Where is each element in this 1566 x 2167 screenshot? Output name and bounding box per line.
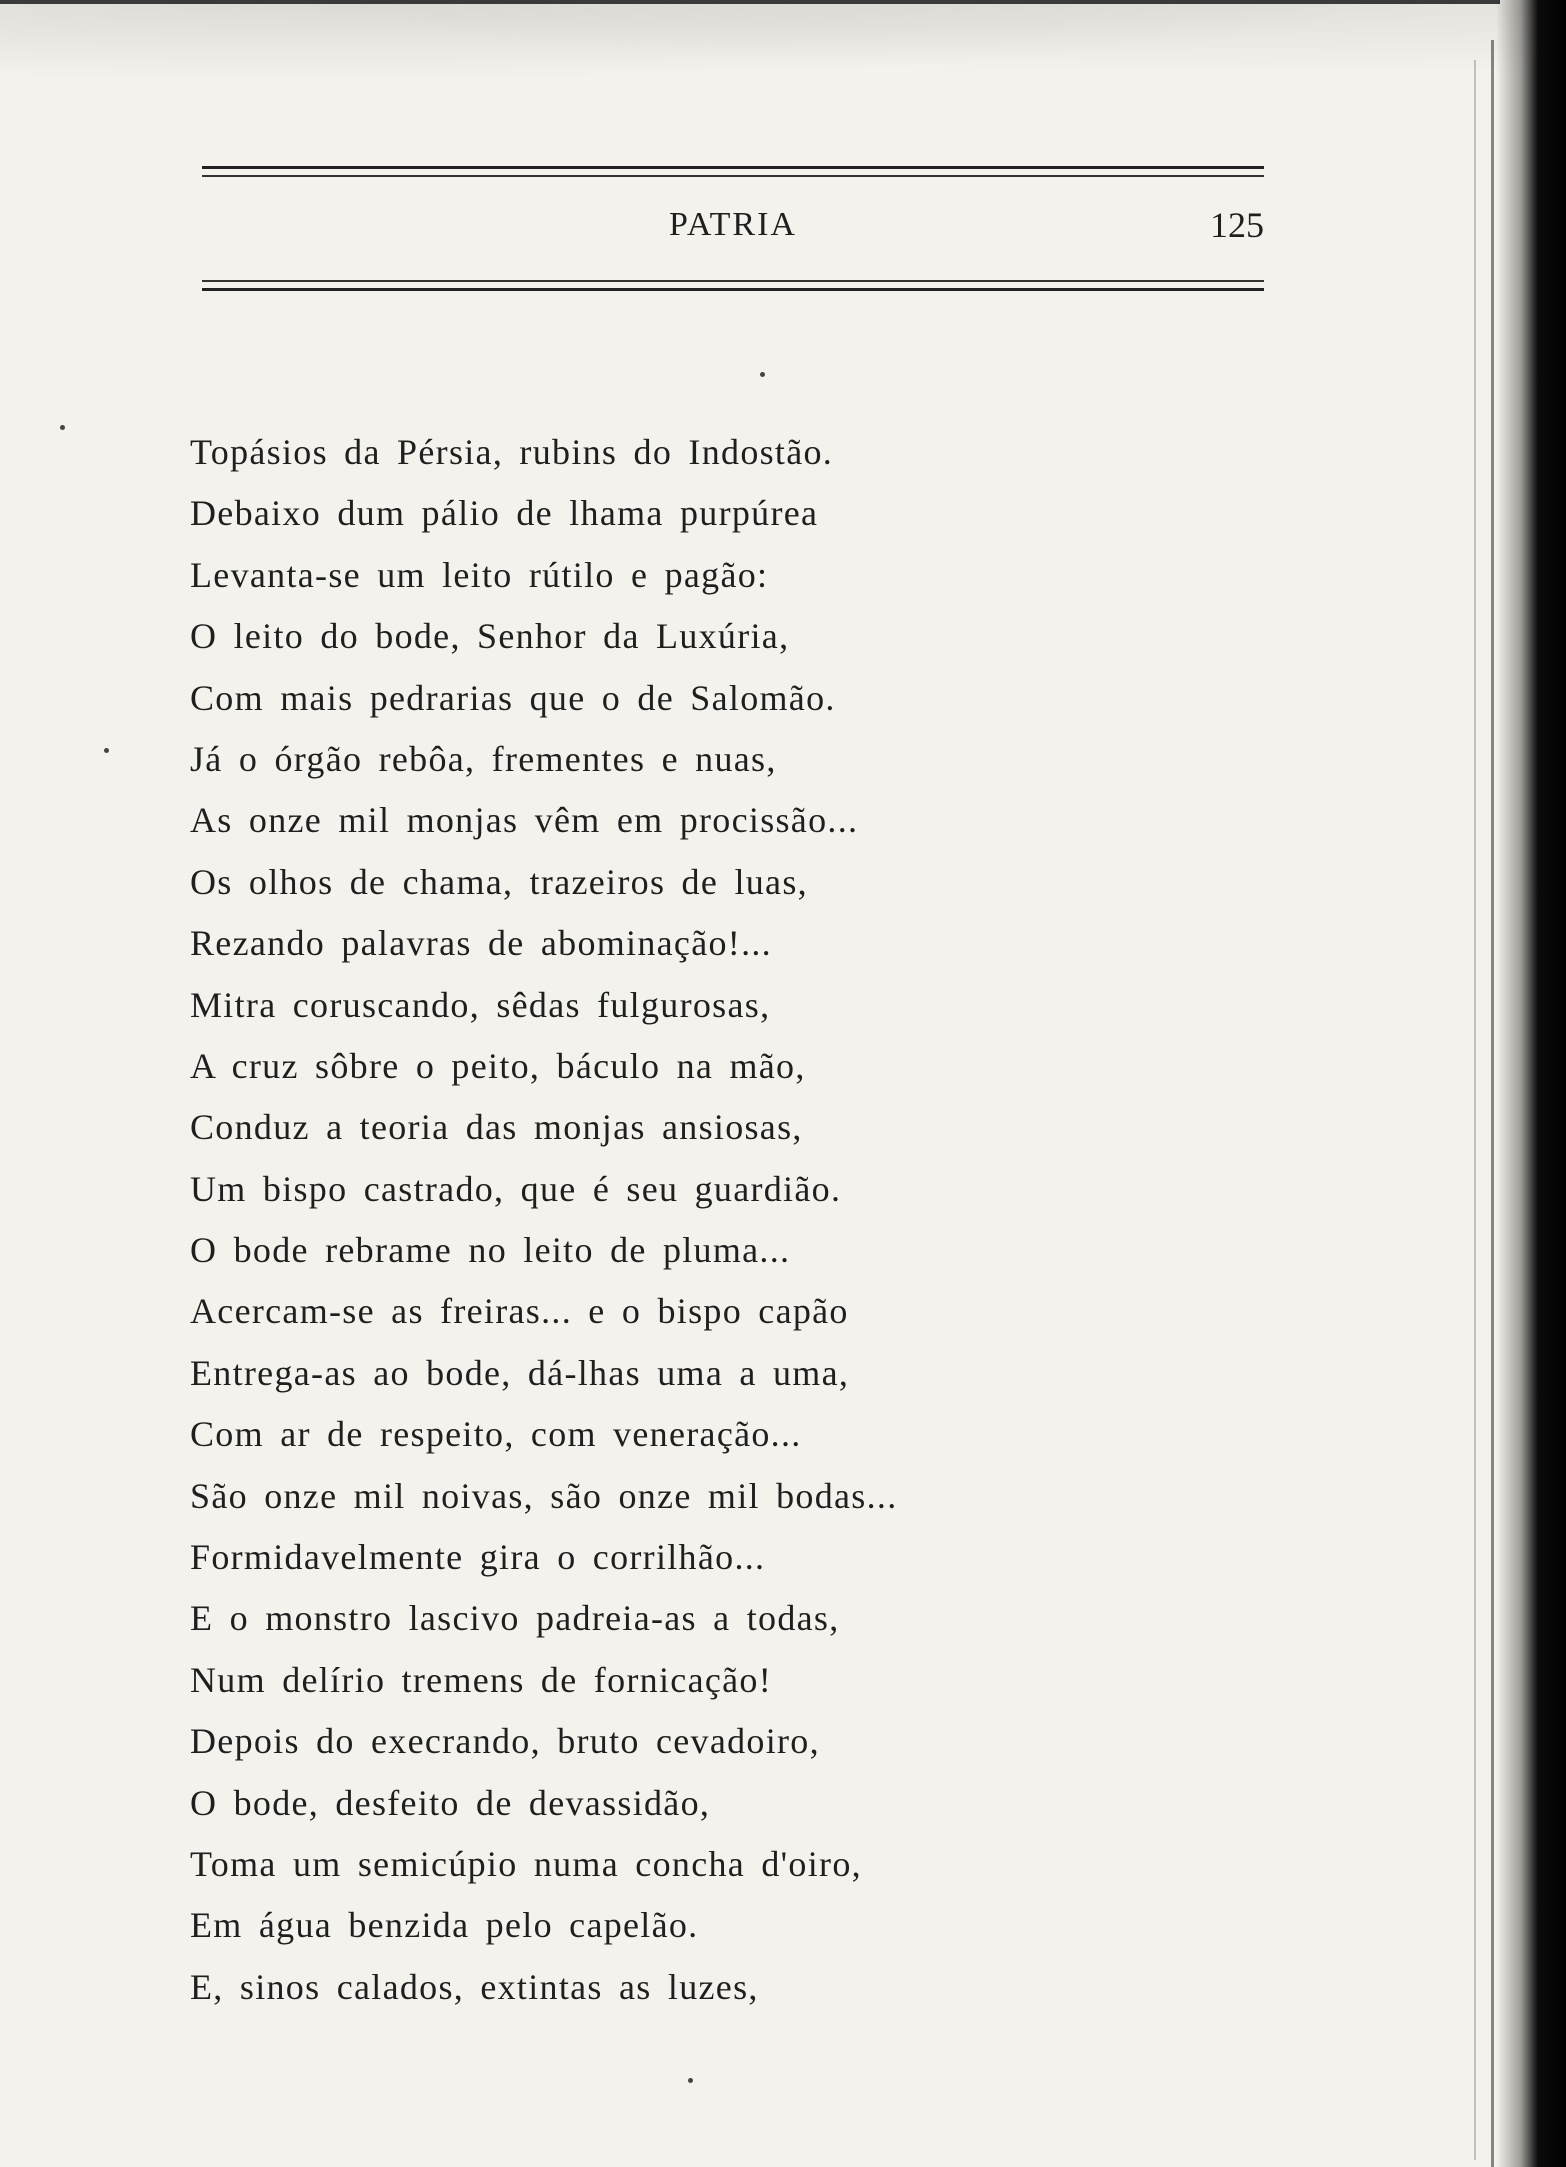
page-binding-line [1491, 40, 1494, 2167]
page-binding-shadow [1496, 0, 1566, 2167]
running-head [202, 200, 1264, 260]
running-title: PATRIA [669, 206, 797, 243]
poem-line: O leito do bode, Senhor da Luxúria, [190, 616, 790, 657]
header-rule [202, 166, 1264, 169]
poem-line: Toma um semicúpio numa concha d'oiro, [190, 1843, 862, 1884]
poem-line: Topásios da Pérsia, rubins do Indostão. [190, 432, 834, 472]
poem-line: E o monstro lascivo padreia-as a todas, [190, 1598, 840, 1639]
header-rule [202, 288, 1264, 291]
poem-text [190, 422, 1190, 2018]
poem-line: E, sinos calados, extintas as luzes, [190, 1966, 759, 2007]
poem-line: Formidavelmente gira o corrilhão... [190, 1537, 766, 1578]
scan-speck [60, 425, 65, 430]
scan-speck [760, 372, 765, 377]
page-binding-line [1474, 60, 1476, 2160]
poem-line: Em água benzida pelo capelão. [190, 1905, 699, 1946]
poem-line: Os olhos de chama, trazeiros de luas, [190, 861, 808, 902]
poem-line: Com ar de respeito, com veneração... [190, 1414, 802, 1455]
header-rule [202, 280, 1264, 282]
poem-line: Já o órgão rebôa, frementes e nuas, [190, 738, 777, 779]
poem-line: As onze mil monjas vêm em procissão... [190, 800, 859, 841]
scan-top-edge [0, 0, 1500, 4]
poem-line: Com mais pedrarias que o de Salomão. [190, 677, 836, 718]
page-number: 125 [1210, 205, 1264, 245]
poem-line: Num delírio tremens de fornicação! [190, 1659, 772, 1700]
poem-line: A cruz sôbre o peito, báculo na mão, [190, 1045, 806, 1086]
poem-line: Conduz a teoria das monjas ansiosas, [190, 1107, 803, 1148]
poem-line: O bode rebrame no leito de pluma... [190, 1230, 791, 1271]
poem-line: São onze mil noivas, são onze mil bodas... [190, 1475, 898, 1516]
poem-line: Mitra coruscando, sêdas fulgurosas, [190, 984, 771, 1025]
poem-line: Levanta-se um leito rútilo e pagão: [190, 554, 769, 595]
scan-speck [104, 748, 109, 753]
poem-line: Debaixo dum pálio de lhama purpúrea [190, 493, 819, 534]
poem-line: Um bispo castrado, que é seu guardião. [190, 1168, 842, 1209]
scan-top-shading [0, 0, 1566, 95]
poem-line: Rezando palavras de abominação!... [190, 923, 772, 964]
header-rule [202, 175, 1264, 177]
poem-line: Entrega-as ao bode, dá-lhas uma a uma, [190, 1352, 850, 1393]
scan-speck [688, 2078, 693, 2083]
poem-line: Acercam-se as freiras... e o bispo capão [190, 1291, 849, 1332]
poem-line: O bode, desfeito de devassidão, [190, 1782, 711, 1823]
poem-line: Depois do execrando, bruto cevadoiro, [190, 1721, 820, 1762]
